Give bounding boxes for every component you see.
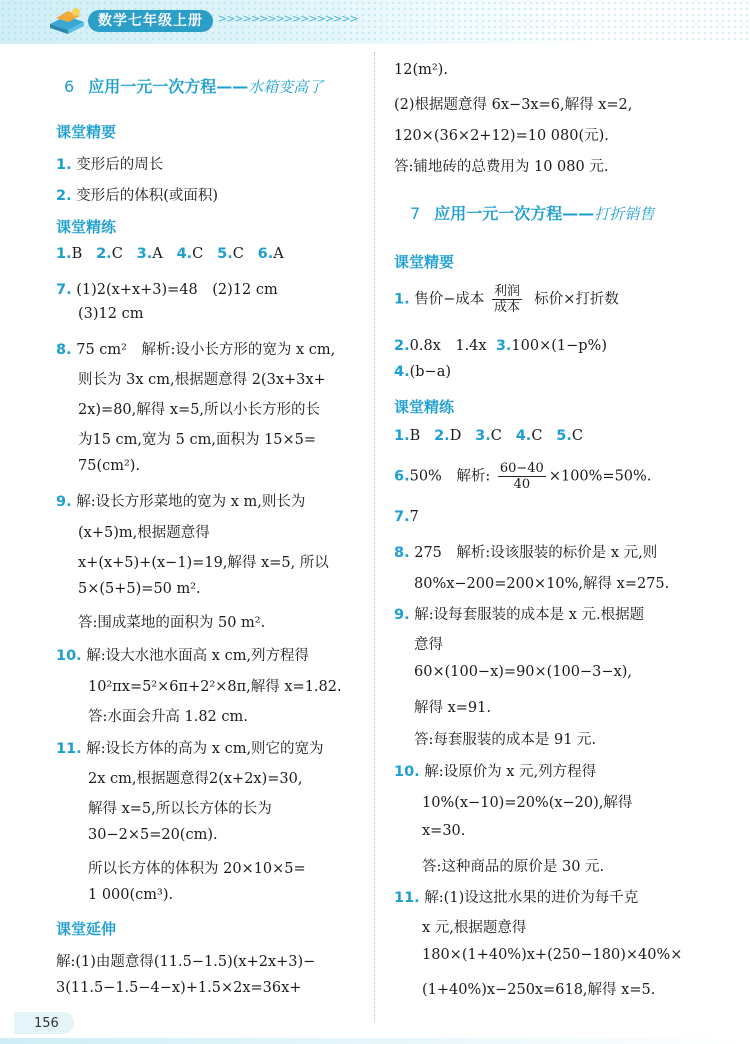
- q11-answer: 11. 解:设长方体的高为 x cm,则它的宽为: [56, 741, 324, 757]
- extension-answer-cont: 12(m²).: [394, 62, 448, 78]
- heading-class-practice: 课堂精练: [56, 218, 117, 236]
- section-7-title: [410, 201, 654, 224]
- q9-answer-line: 意得: [414, 637, 443, 653]
- choice-answers-row: [394, 428, 583, 444]
- essential-item-1: 1. 售价−成本 $\frac{\text{利润}}{\text{成本}}$ 标价×打折数: [394, 284, 619, 315]
- q11-answer-line: 180×(1+40%)x+(250−180)×40%×: [422, 947, 683, 963]
- heading-class-essentials: 课堂精要: [394, 253, 455, 271]
- q9-answer-line: x+(x+5)+(x−1)=19,解得 x=5, 所以: [78, 555, 329, 571]
- extension-answer-cont: 答:铺地砖的总费用为 10 080 元.: [394, 159, 609, 175]
- header-arrows: >>>>>>>>>>>>>>>>>: [218, 12, 358, 25]
- q11-answer-line: 30−2×5=20(cm).: [88, 827, 218, 843]
- footer-band: [0, 1038, 750, 1044]
- choice-answer: 4.C: [515, 428, 543, 444]
- q11-answer-line: 1 000(cm³).: [88, 887, 174, 903]
- choice-answer: 2.D: [434, 428, 462, 444]
- fraction: $\frac{60-40}{40}$: [499, 461, 544, 492]
- q8-answer-line: 则长为 3x cm,根据题意得 2(3x+3x+: [78, 372, 326, 388]
- extension-answer-cont: 120×(36×2+12)=10 080(元).: [394, 128, 609, 144]
- q6-answer: 6.50% 解析: $\frac{60-40}{40}$ ×100%=50%.: [394, 461, 652, 492]
- book-stack-icon: [46, 6, 88, 36]
- q11-answer-line: 所以长方体的体积为 20×10×5=: [88, 861, 306, 877]
- q9-answer-line: 解得 x=91.: [414, 700, 491, 716]
- q9-answer: 9. 解:设长方形菜地的宽为 x m,则长为: [56, 494, 306, 510]
- q11-answer: 11. 解:(1)设这批水果的进价为每千克: [394, 890, 639, 906]
- essential-item-2: 2. 变形后的体积(或面积): [56, 188, 219, 204]
- q10-answer-line: x=30.: [422, 823, 466, 839]
- q10-answer-line: 10%(x−10)=20%(x−20),解得: [422, 795, 633, 811]
- q9-answer-line: 答:每套服装的成本是 91 元.: [414, 732, 597, 748]
- heading-class-extension: 课堂延伸: [56, 920, 117, 938]
- choice-answer: 2.C: [96, 246, 123, 262]
- heading-class-essentials: 课堂精要: [56, 123, 117, 141]
- q8-answer: 8. 75 cm² 解析:设小长方形的宽为 x cm,: [56, 342, 336, 358]
- choice-answer: 4.C: [176, 246, 204, 262]
- section-subtitle: 水箱变高了: [248, 78, 324, 96]
- page-number: 156: [34, 1016, 59, 1031]
- q8-answer-line: 80%x−200=200×10%,解得 x=275.: [414, 576, 670, 592]
- q11-answer-line: 解得 x=5,所以长方体的长为: [88, 801, 272, 817]
- book-title: 数学七年级上册: [88, 10, 213, 32]
- q7-answer: 7. (1)2(x+x+3)=48 (2)12 cm: [56, 282, 278, 298]
- section-number: 7: [410, 204, 421, 223]
- essential-item-4: 4.(b−a): [394, 364, 451, 380]
- q8-answer: 8. 275 解析:设该服装的标价是 x 元,则: [394, 545, 658, 561]
- q9-answer: 9. 解:设每套服装的成本是 x 元.根据题: [394, 607, 645, 623]
- section-subtitle: 打折销售: [594, 205, 655, 223]
- column-divider: [374, 52, 375, 1022]
- choice-answers-row: [56, 246, 284, 262]
- fraction: $\frac{\text{利润}}{\text{成本}}$: [493, 284, 520, 315]
- essential-items-2-3: 2.0.8x 1.4x 3.100×(1−p%): [394, 338, 607, 354]
- q9-answer-line: 答:围成菜地的面积为 50 m².: [78, 615, 266, 631]
- choice-answer: 3.A: [136, 246, 163, 262]
- q8-answer-line: 为15 cm,宽为 5 cm,面积为 15×5=: [78, 432, 317, 448]
- q10-answer-line: 答:这种商品的原价是 30 元.: [422, 859, 605, 875]
- choice-answer: 5.C: [556, 428, 583, 444]
- q9-answer-line: 60×(100−x)=90×(100−3−x),: [414, 664, 632, 680]
- q8-answer-line: 2x)=80,解得 x=5,所以小长方形的长: [78, 402, 321, 418]
- q11-answer-line: x 元,根据题意得: [422, 920, 527, 936]
- essential-item-1: 1. 变形后的周长: [56, 157, 164, 173]
- q9-answer-line: (x+5)m,根据题意得: [78, 525, 210, 541]
- choice-answer: 1.B: [56, 246, 83, 262]
- choice-answer: 1.B: [394, 428, 421, 444]
- heading-class-practice: 课堂精练: [394, 398, 455, 416]
- q7-answer-cont: (3)12 cm: [78, 306, 144, 322]
- q8-answer-line: 75(cm²).: [78, 458, 141, 474]
- section-heading: 应用一元一次方程——: [88, 77, 249, 96]
- q10-answer-line: 答:水面会升高 1.82 cm.: [88, 709, 248, 725]
- choice-answer: 3.C: [475, 428, 502, 444]
- page-header: [0, 0, 750, 44]
- choice-answer: 6.A: [257, 246, 284, 262]
- q10-answer: 10. 解:设大水池水面高 x cm,列方程得: [56, 648, 310, 664]
- section-heading: 应用一元一次方程——: [434, 204, 595, 223]
- choice-answer: 5.C: [217, 246, 244, 262]
- q11-answer-line: 2x cm,根据题意得2(x+2x)=30,: [88, 771, 303, 787]
- q10-answer: 10. 解:设原价为 x 元,列方程得: [394, 764, 597, 780]
- q7-answer: 7.7: [394, 509, 419, 525]
- extension-answer-line: 解:(1)由题意得(11.5−1.5)(x+2x+3)−: [56, 954, 316, 970]
- section-number: 6: [64, 77, 75, 96]
- section-6-title: [64, 74, 323, 97]
- q11-answer-line: (1+40%)x−250x=618,解得 x=5.: [422, 982, 656, 998]
- extension-answer-cont: (2)根据题意得 6x−3x=6,解得 x=2,: [394, 97, 633, 113]
- q9-answer-line: 5×(5+5)=50 m².: [78, 581, 201, 597]
- q10-answer-line: 10²πx=5²×6π+2²×8π,解得 x=1.82.: [88, 679, 342, 695]
- extension-answer-line: 3(11.5−1.5−4−x)+1.5×2x=36x+: [56, 980, 302, 996]
